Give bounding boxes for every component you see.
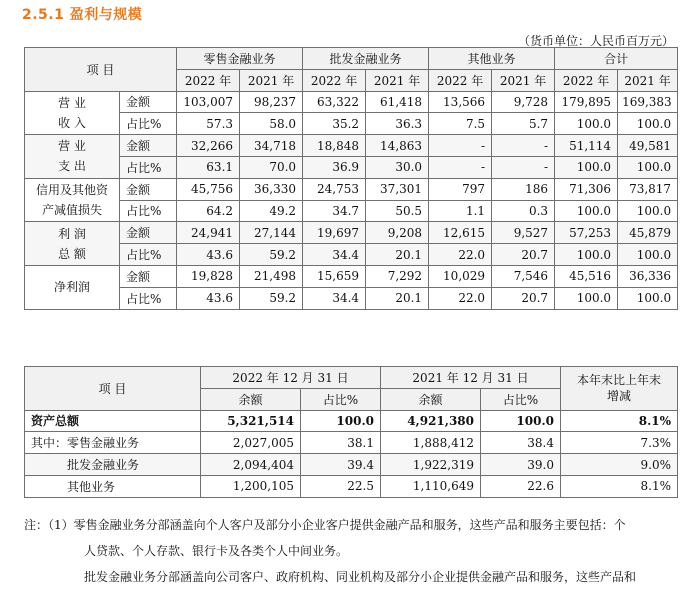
ratio-cell: 43.6	[177, 287, 240, 309]
ratio-2021-cell: 22.6	[481, 475, 561, 497]
ratio-cell: 22.0	[429, 244, 492, 266]
ratio-cell: 20.1	[366, 244, 429, 266]
year-header: 2022 年	[177, 69, 240, 91]
balance-header: 余额	[201, 388, 301, 410]
amount-cell: 98,237	[240, 91, 303, 113]
amount-cell: 45,756	[177, 178, 240, 200]
table-row	[25, 410, 678, 432]
ratio-cell: 34.4	[303, 244, 366, 266]
amount-cell: 179,895	[555, 91, 618, 113]
amount-cell: 9,208	[366, 222, 429, 244]
amount-cell: 37,301	[366, 178, 429, 200]
change-header	[561, 367, 678, 411]
amount-cell: 27,144	[240, 222, 303, 244]
balance-2021-cell: 4,921,380	[381, 410, 481, 432]
change-cell: 9.0%	[561, 454, 678, 476]
row-label-line2: 收 入	[58, 115, 86, 130]
corner-header: 项 目	[25, 48, 177, 92]
ratio-cell: 36.3	[366, 113, 429, 135]
row-label	[25, 178, 120, 222]
profit-table	[24, 47, 678, 310]
date-header: 2021 年 12 月 31 日	[381, 367, 561, 389]
ratio-2021-cell: 39.0	[481, 454, 561, 476]
table-row	[25, 265, 678, 287]
amount-cell: -	[429, 135, 492, 157]
section-title: 2.5.1 盈利与规模	[22, 7, 143, 23]
ratio-cell: 5.7	[492, 113, 555, 135]
amount-label: 金额	[120, 265, 177, 287]
group-header: 合计	[555, 48, 678, 70]
ratio-label: 占比%	[120, 244, 177, 266]
table-row	[25, 178, 678, 200]
row-label-line1: 利 润	[58, 226, 86, 241]
amount-cell: 13,566	[429, 91, 492, 113]
ratio-cell: 34.7	[303, 200, 366, 222]
row-label	[25, 265, 120, 309]
ratio-cell: 100.0	[555, 244, 618, 266]
amount-cell: 24,753	[303, 178, 366, 200]
ratio-header: 占比%	[301, 388, 381, 410]
amount-cell: 18,848	[303, 135, 366, 157]
amount-label: 金额	[120, 178, 177, 200]
ratio-cell: 58.0	[240, 113, 303, 135]
table-row	[25, 156, 678, 178]
ratio-2022-cell: 38.1	[301, 432, 381, 454]
balance-2021-cell: 1,922,319	[381, 454, 481, 476]
ratio-2022-cell: 22.5	[301, 475, 381, 497]
change-cell: 8.1%	[561, 475, 678, 497]
row-label-line2: 总 额	[58, 246, 86, 261]
change-cell: 8.1%	[561, 410, 678, 432]
amount-cell: 57,253	[555, 222, 618, 244]
year-header: 2022 年	[555, 69, 618, 91]
row-label: 其他业务	[25, 475, 201, 497]
amount-cell: 24,941	[177, 222, 240, 244]
amount-cell: 12,615	[429, 222, 492, 244]
ratio-cell: 59.2	[240, 287, 303, 309]
row-label: 资产总额	[25, 410, 201, 432]
balance-header: 余额	[381, 388, 481, 410]
ratio-cell: 100.0	[555, 200, 618, 222]
ratio-cell: 63.1	[177, 156, 240, 178]
year-header: 2021 年	[618, 69, 678, 91]
table-row	[25, 244, 678, 266]
ratio-cell: 34.4	[303, 287, 366, 309]
ratio-cell: -	[492, 156, 555, 178]
row-label	[25, 222, 120, 266]
ratio-cell: 30.0	[366, 156, 429, 178]
amount-cell: 36,330	[240, 178, 303, 200]
amount-cell: 73,817	[618, 178, 678, 200]
amount-cell: 45,516	[555, 265, 618, 287]
row-label-line1: 营 业	[58, 95, 86, 110]
change-header-line2: 增减	[606, 389, 631, 404]
note-line-1: 注：（1）零售金融业务分部涵盖向个人客户及部分小企业客户提供金融产品和服务，这些产品和服务主要包括：个	[24, 518, 626, 532]
ratio-cell: -	[429, 156, 492, 178]
balance-2022-cell: 1,200,105	[201, 475, 301, 497]
ratio-cell: 0.3	[492, 200, 555, 222]
year-header: 2022 年	[303, 69, 366, 91]
assets-table	[24, 366, 678, 498]
table-row	[25, 475, 678, 497]
ratio-cell: 70.0	[240, 156, 303, 178]
ratio-label: 占比%	[120, 200, 177, 222]
ratio-cell: 22.0	[429, 287, 492, 309]
group-header: 其他业务	[429, 48, 555, 70]
table-header-row	[25, 367, 678, 389]
ratio-cell: 1.1	[429, 200, 492, 222]
table-row	[25, 432, 678, 454]
amount-cell: 797	[429, 178, 492, 200]
amount-cell: 9,728	[492, 91, 555, 113]
ratio-cell: 20.7	[492, 287, 555, 309]
ratio-cell: 20.1	[366, 287, 429, 309]
table-row	[25, 113, 678, 135]
ratio-cell: 36.9	[303, 156, 366, 178]
ratio-cell: 100.0	[618, 287, 678, 309]
ratio-header: 占比%	[481, 388, 561, 410]
balance-2021-cell: 1,888,412	[381, 432, 481, 454]
note-line-2: 人贷款、个人存款、银行卡及各类个人中间业务。	[84, 544, 349, 558]
ratio-2022-cell: 39.4	[301, 454, 381, 476]
ratio-cell: 59.2	[240, 244, 303, 266]
ratio-label: 占比%	[120, 156, 177, 178]
ratio-cell: 100.0	[618, 244, 678, 266]
ratio-cell: 100.0	[555, 287, 618, 309]
row-label: 批发金融业务	[25, 454, 201, 476]
amount-cell: 71,306	[555, 178, 618, 200]
amount-cell: 169,383	[618, 91, 678, 113]
ratio-cell: 100.0	[618, 156, 678, 178]
ratio-cell: 35.2	[303, 113, 366, 135]
amount-label: 金额	[120, 222, 177, 244]
table-row	[25, 135, 678, 157]
change-header-line1: 本年末比上年末	[576, 373, 661, 388]
year-header: 2021 年	[240, 69, 303, 91]
table-row	[25, 454, 678, 476]
balance-2021-cell: 1,110,649	[381, 475, 481, 497]
row-label	[25, 91, 120, 135]
corner-header: 项 目	[25, 367, 201, 411]
amount-label: 金额	[120, 135, 177, 157]
ratio-cell: 20.7	[492, 244, 555, 266]
row-label-line1: 信用及其他资	[35, 183, 108, 198]
amount-cell: 15,659	[303, 265, 366, 287]
note-line-3: 批发金融业务分部涵盖向公司客户、政府机构、同业机构及部分小企业提供金融产品和服务，这些产品和	[84, 570, 637, 584]
ratio-cell: 100.0	[618, 200, 678, 222]
row-label-line2: 支 出	[58, 159, 86, 174]
table-row	[25, 91, 678, 113]
ratio-label: 占比%	[120, 113, 177, 135]
row-label-line1: 净利润	[53, 280, 90, 295]
table-row	[25, 287, 678, 309]
balance-2022-cell: 2,027,005	[201, 432, 301, 454]
ratio-cell: 64.2	[177, 200, 240, 222]
ratio-2021-cell: 38.4	[481, 432, 561, 454]
amount-cell: 21,498	[240, 265, 303, 287]
balance-2022-cell: 2,094,404	[201, 454, 301, 476]
amount-cell: 19,697	[303, 222, 366, 244]
ratio-cell: 100.0	[618, 113, 678, 135]
amount-cell: -	[492, 135, 555, 157]
amount-cell: 32,266	[177, 135, 240, 157]
ratio-cell: 43.6	[177, 244, 240, 266]
amount-cell: 36,336	[618, 265, 678, 287]
ratio-cell: 50.5	[366, 200, 429, 222]
amount-cell: 186	[492, 178, 555, 200]
row-label	[25, 135, 120, 179]
amount-cell: 19,828	[177, 265, 240, 287]
amount-cell: 63,322	[303, 91, 366, 113]
ratio-cell: 7.5	[429, 113, 492, 135]
row-label-line1: 营 业	[58, 139, 86, 154]
amount-cell: 103,007	[177, 91, 240, 113]
date-header: 2022 年 12 月 31 日	[201, 367, 381, 389]
year-header: 2022 年	[429, 69, 492, 91]
amount-cell: 49,581	[618, 135, 678, 157]
ratio-2022-cell: 100.0	[301, 410, 381, 432]
row-label: 其中：零售金融业务	[25, 432, 201, 454]
year-header: 2021 年	[492, 69, 555, 91]
amount-cell: 61,418	[366, 91, 429, 113]
ratio-2021-cell: 100.0	[481, 410, 561, 432]
group-header: 零售金融业务	[177, 48, 303, 70]
amount-cell: 34,718	[240, 135, 303, 157]
table-row	[25, 222, 678, 244]
amount-cell: 10,029	[429, 265, 492, 287]
amount-cell: 14,863	[366, 135, 429, 157]
amount-cell: 7,546	[492, 265, 555, 287]
table-header-row	[25, 48, 678, 70]
ratio-cell: 100.0	[555, 113, 618, 135]
table-row	[25, 200, 678, 222]
ratio-label: 占比%	[120, 287, 177, 309]
amount-cell: 51,114	[555, 135, 618, 157]
change-cell: 7.3%	[561, 432, 678, 454]
amount-cell: 9,527	[492, 222, 555, 244]
amount-cell: 45,879	[618, 222, 678, 244]
year-header: 2021 年	[366, 69, 429, 91]
ratio-cell: 100.0	[555, 156, 618, 178]
amount-label: 金额	[120, 91, 177, 113]
balance-2022-cell: 5,321,514	[201, 410, 301, 432]
amount-cell: 7,292	[366, 265, 429, 287]
group-header: 批发金融业务	[303, 48, 429, 70]
row-label-line2: 产减值损失	[41, 203, 102, 218]
currency-unit-note: （货币单位：人民币百万元）	[517, 34, 674, 48]
ratio-cell: 49.2	[240, 200, 303, 222]
ratio-cell: 57.3	[177, 113, 240, 135]
